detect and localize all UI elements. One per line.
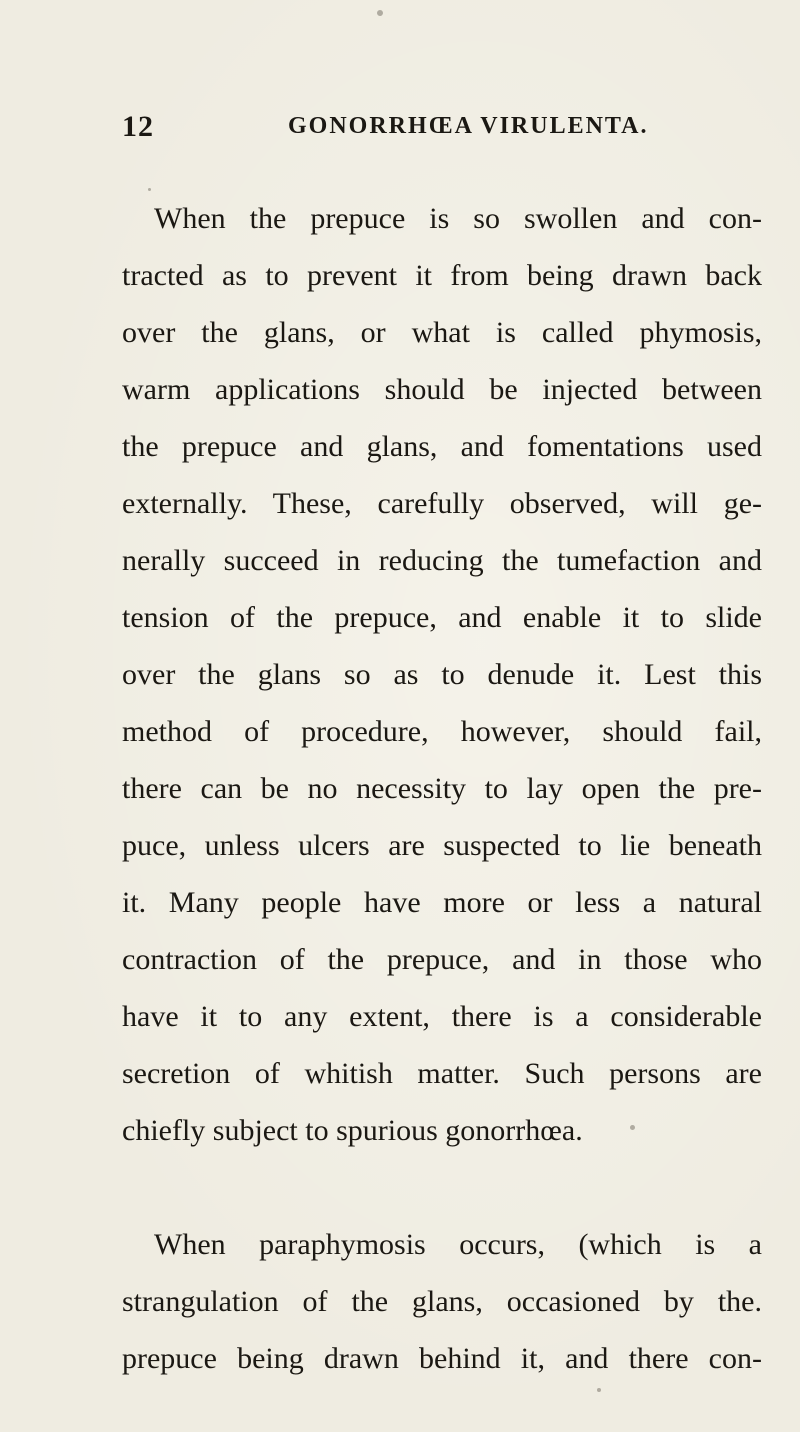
scan-speck (597, 1388, 601, 1392)
paragraph-gap (122, 1159, 762, 1216)
text-line: tracted as to prevent it from being drawn back (122, 259, 762, 292)
running-head (122, 110, 742, 150)
text-line: it. Many people have more or less a natural (122, 886, 762, 919)
text-line: over the glans so as to denude it. Lest this (122, 658, 762, 691)
text-line: method of procedure, however, should fail, (122, 715, 762, 748)
text-line: nerally succeed in reducing the tumefaction and (122, 544, 762, 577)
text-line: prepuce being drawn behind it, and there con- (122, 1342, 762, 1375)
text-line: warm applications should be injected between (122, 373, 762, 406)
text-line: the prepuce and glans, and fomentations used (122, 430, 762, 463)
text-line: have it to any extent, there is a considerable (122, 1000, 762, 1033)
text-line: puce, unless ulcers are suspected to lie beneath (122, 829, 762, 862)
text-line: secretion of whitish matter. Such persons are (122, 1057, 762, 1090)
paragraph-1 (122, 190, 762, 1159)
text-line: over the glans, or what is called phymosis, (122, 316, 762, 349)
text-line: When the prepuce is so swollen and con- (154, 202, 762, 235)
text-line: contraction of the prepuce, and in those who (122, 943, 762, 976)
running-title: GONORRHŒA VIRULENTA. (288, 113, 649, 139)
body-text (122, 190, 762, 1387)
text-line: tension of the prepuce, and enable it to slide (122, 601, 762, 634)
scan-speck (377, 10, 383, 16)
text-line: there can be no necessity to lay open the pre- (122, 772, 762, 805)
page-number: 12 (122, 110, 154, 143)
paragraph-2 (122, 1216, 762, 1387)
text-line: When paraphymosis occurs, (which is a (154, 1228, 762, 1261)
text-line: strangulation of the glans, occasioned by the. (122, 1285, 762, 1318)
text-line: externally. These, carefully observed, will ge- (122, 487, 762, 520)
text-line: chiefly subject to spurious gonorrhœa. (122, 1114, 583, 1147)
